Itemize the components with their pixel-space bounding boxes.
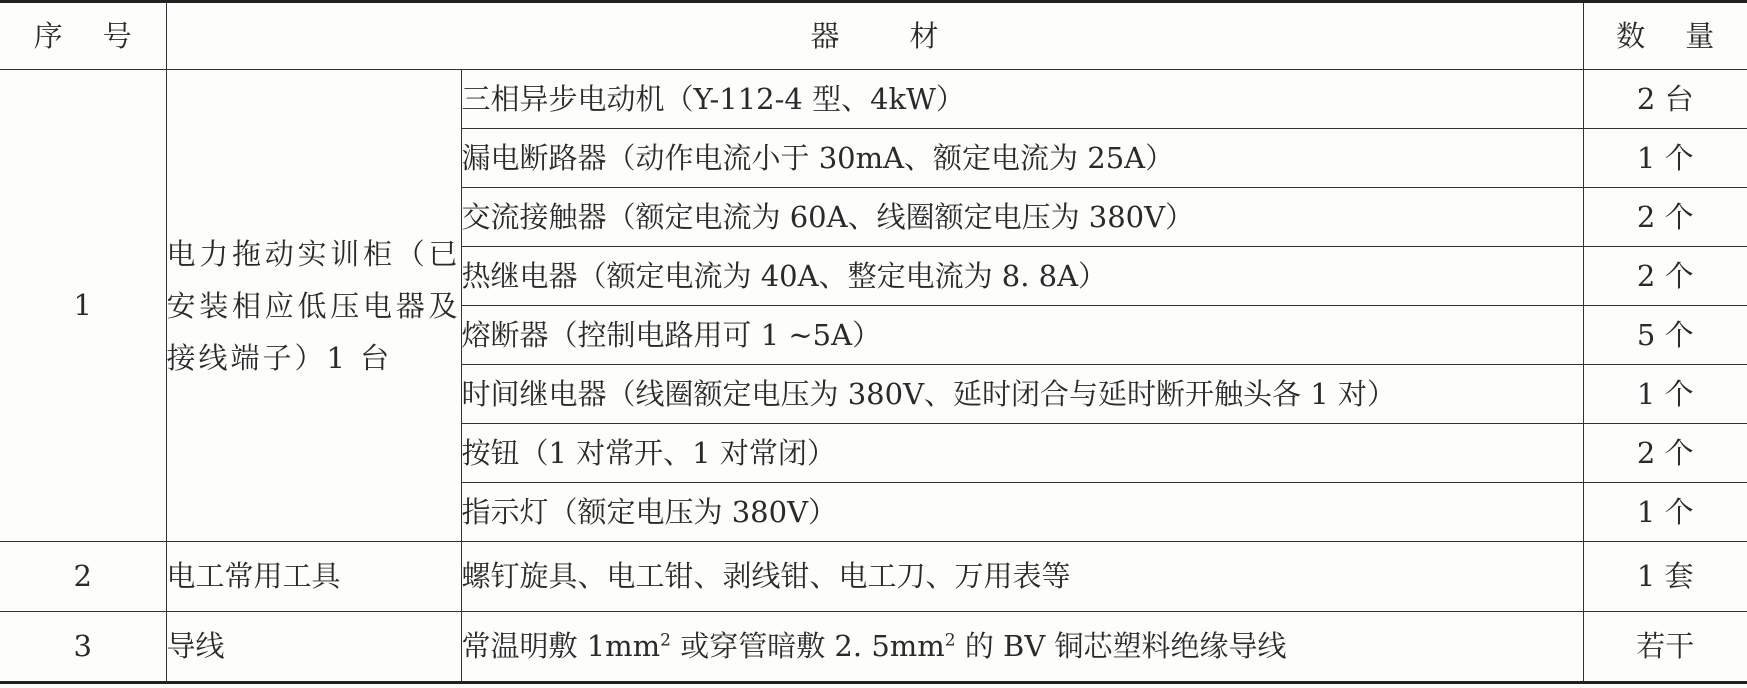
group1-qty-7: 2 个 xyxy=(1583,424,1747,483)
group3-no: 3 xyxy=(0,612,166,683)
group3-qty: 若干 xyxy=(1583,612,1747,683)
table-row xyxy=(0,70,1747,129)
group1-item-3: 交流接触器（额定电流为 60A、线圈额定电压为 380V） xyxy=(461,188,1583,247)
header-no: 序 号 xyxy=(0,2,166,70)
group3-item-sup1: 2 xyxy=(660,630,671,651)
table-row xyxy=(0,612,1747,683)
group1-qty-8: 1 个 xyxy=(1583,483,1747,542)
group3-item-sup2: 2 xyxy=(944,630,956,651)
group1-qty-3: 2 个 xyxy=(1583,188,1747,247)
header-equipment: 器 材 xyxy=(166,2,1583,70)
group1-no: 1 xyxy=(0,70,166,542)
group1-item-8: 指示灯（额定电压为 380V） xyxy=(461,483,1583,542)
group1-item-2: 漏电断路器（动作电流小于 30mA、额定电流为 25A） xyxy=(461,129,1583,188)
group2-no: 2 xyxy=(0,542,166,612)
table-header-row xyxy=(0,2,1747,70)
group1-qty-2: 1 个 xyxy=(1583,129,1747,188)
group2-category: 电工常用工具 xyxy=(166,542,461,612)
group1-item-7: 按钮（1 对常开、1 对常闭） xyxy=(461,424,1583,483)
group1-item-1: 三相异步电动机（Y-112-4 型、4kW） xyxy=(461,70,1583,129)
group2-item: 螺钉旋具、电工钳、剥线钳、电工刀、万用表等 xyxy=(461,542,1583,612)
group3-item-part3: 的 BV 铜芯塑料绝缘导线 xyxy=(955,629,1287,664)
group1-item-5: 熔断器（控制电路用可 1 ~5A） xyxy=(461,306,1583,365)
group1-item-6: 时间继电器（线圈额定电压为 380V、延时闭合与延时断开触头各 1 对） xyxy=(461,365,1583,424)
header-quantity: 数 量 xyxy=(1583,2,1747,70)
group3-category: 导线 xyxy=(166,612,461,683)
table-row xyxy=(0,542,1747,612)
group3-item xyxy=(461,612,1583,683)
group2-qty: 1 套 xyxy=(1583,542,1747,612)
group1-qty-4: 2 个 xyxy=(1583,247,1747,306)
group3-item-part1: 常温明敷 1mm xyxy=(461,629,661,664)
group3-item-part2: 或穿管暗敷 2. 5mm xyxy=(671,629,945,664)
group1-qty-5: 5 个 xyxy=(1583,306,1747,365)
group1-category: 电力拖动实训柜（已安装相应低压电器及接线端子）1 台 xyxy=(166,70,461,542)
group1-item-4: 热继电器（额定电流为 40A、整定电流为 8. 8A） xyxy=(461,247,1583,306)
group1-qty-6: 1 个 xyxy=(1583,365,1747,424)
group1-qty-1: 2 台 xyxy=(1583,70,1747,129)
